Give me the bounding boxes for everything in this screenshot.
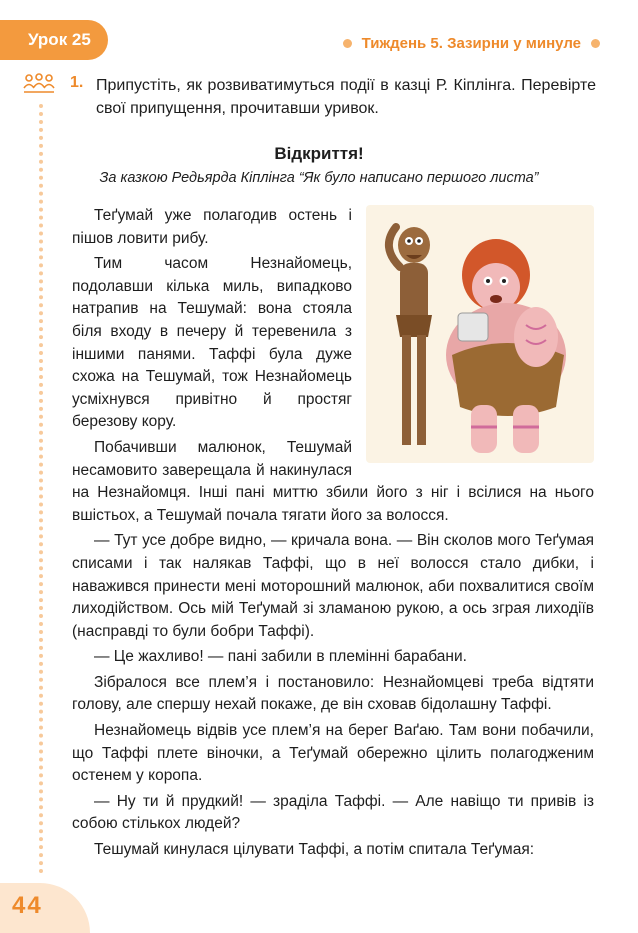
story-paragraph: — Це жахливо! — пані забили в племінні барабани. — [94, 648, 467, 666]
story-text — [72, 205, 594, 865]
story-subtitle: За казкою Редьярда Кіплінга “Як було написано першого листа” — [99, 170, 539, 186]
story-paragraph: Тешумай кинулася цілувати Таффі, а потім спитала Теґумая: — [94, 841, 535, 859]
task-number: 1. — [70, 74, 84, 91]
story-paragraph: Тим часом Незнайомець, подолавши кілька миль, випадково натрапив на Тешумай: вона стояла біля входу в печеру й теревенила з іншими панями. Таффі була дуже схожа на Тешумай, тож Незнайомець усміхнувся привітно й простяг березову кору. — [72, 255, 352, 431]
page-number: 44 — [12, 892, 43, 919]
task-instruction: Припустіть, як розвиватимуться події в казці Р. Кіплінга. Перевірте свої припущення, прочитавши уривок. — [96, 77, 596, 117]
story-paragraph: Теґумай уже полагодив остень і пішов ловити рибу. — [72, 207, 352, 247]
story-paragraph: Побачивши малюнок, Тешумай несамовито заверещала й накинулася на Незнайомця. Інші пані миттю збили його з ніг і всілися на нього вшістьох, а Тешумай почала тягати його за волосся. — [72, 438, 594, 524]
lesson-label: Урок 25 — [28, 30, 91, 49]
cave-people-illustration — [366, 205, 594, 463]
bullet-dot-icon — [343, 39, 352, 48]
group-work-icon — [22, 72, 56, 94]
bullet-dot-icon — [591, 39, 600, 48]
story-paragraph: Зібралося все плем’я і постановило: Незнайомцеві треба відтяти голову, але спершу нехай покаже, де він сховав бідолашну Таффі. — [72, 673, 594, 714]
week-title: Тиждень 5. Зазирни у минуле — [361, 35, 581, 52]
dotted-margin-line — [39, 104, 43, 874]
story-title: Відкриття! — [274, 144, 364, 163]
story-paragraph: Незнайомець відвів усе плем’я на берег Ваґаю. Там вони побачили, що Таффі плете віночки, а Теґумай обережно цілить полагодженим остенем у коропа. — [72, 722, 594, 785]
story-paragraph: — Тут усе добре видно, — кричала вона. — Він сколов мого Теґумая списами і так налякав Таффі, що в неї волосся стало дибки, і наважився принести мені моторошний малюнок, аби похвалитися своїм лиходійством. Ось мій Теґумай зі зламаною рукою, а ось зграя лиходіїв (насправді то були бобри Таффі). — [72, 532, 594, 640]
week-header — [343, 35, 600, 52]
lesson-tab — [0, 20, 108, 60]
story-paragraph: — Ну ти й прудкий! — зраділа Таффі. — Але навіщо ти привів із собою стількох людей? — [72, 792, 594, 833]
